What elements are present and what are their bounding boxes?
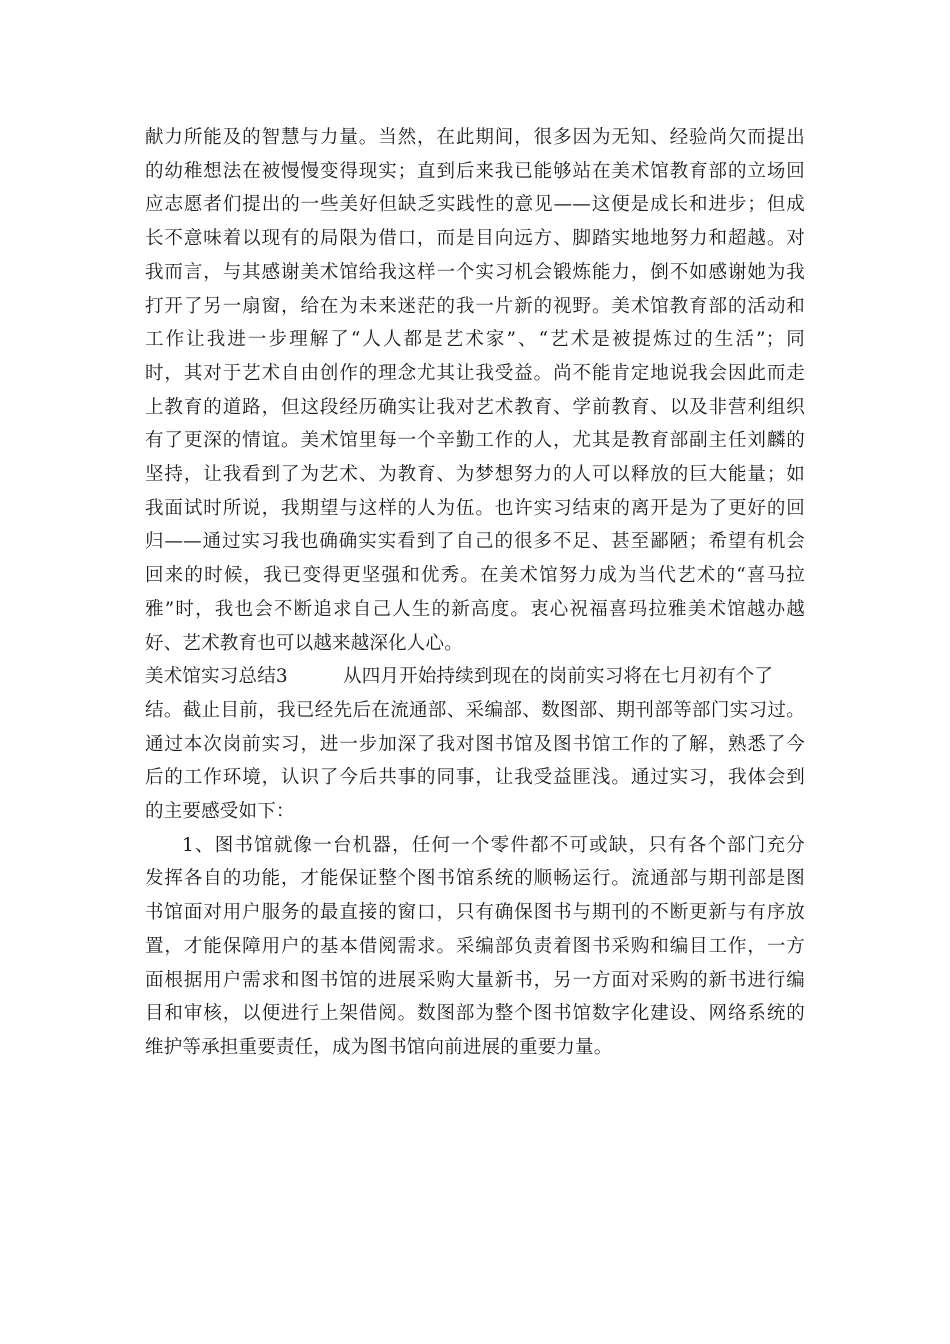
paragraph-library-machine [145, 829, 805, 1065]
paragraph-line: 后的工作环境，认识了今后共事的同事，让我受益匪浅。通过实习，我体会到 [145, 767, 805, 789]
paragraph-line: 书馆面对用户服务的最直接的窗口，只有确保图书与期刊的不断更新与有序放 [145, 902, 805, 924]
paragraph-line: 献力所能及的智慧与力量。当然，在此期间，很多因为无知、经验尚欠而提出 [145, 127, 805, 148]
paragraph-line: 雅”时，我也会不断追求自己人生的新高度。衷心祝福喜玛拉雅美术馆越办越 [145, 598, 805, 620]
paragraph-line: 1、图书馆就像一台机器，任何一个零件都不可或缺，只有各个部门充分 [182, 834, 805, 856]
paragraph-reflection [145, 121, 805, 660]
section-first-line: 从四月开始持续到现在的岗前实习将在七月初有个了 [343, 666, 774, 688]
paragraph-line: 好、艺术教育也可以越来越深化人心。 [145, 632, 463, 654]
paragraph-line: 上教育的道路，但这段经历确实让我对艺术教育、学前教育、以及非营利组织 [145, 396, 805, 418]
paragraph-line: 结。截止目前，我已经先后在流通部、采编部、数图部、期刊部等部门实习过。 [145, 699, 805, 721]
paragraph-line: 面根据用户需求和图书馆的进展采购大量新书，另一方面对采购的新书进行编 [145, 969, 805, 991]
paragraph-line: 归——通过实习我也确确实实看到了自己的很多不足、甚至鄙陋；希望有机会 [145, 531, 805, 553]
paragraph-line: 应志愿者们提出的一些美好但缺乏实践性的意见——这便是成长和进步；但成 [145, 194, 805, 216]
paragraph-line: 置，才能保障用户的基本借阅需求。采编部负责着图书采购和编目工作，一方 [145, 935, 805, 957]
paragraph-line: 打开了另一扇窗，给在为未来迷茫的我一片新的视野。美术馆教育部的活动和 [145, 295, 805, 317]
paragraph-line: 目和审核，以便进行上架借阅。数图部为整个图书馆数字化建设、网络系统的 [145, 1003, 805, 1025]
paragraph-line: 的主要感受如下： [145, 801, 295, 823]
section-internship-summary-3 [145, 660, 805, 829]
section-title: 美术馆实习总结3 [145, 666, 288, 688]
paragraph-line: 的幼稚想法在被慢慢变得现实；直到后来我已能够站在美术馆教育部的立场回 [145, 160, 805, 182]
section-heading-line [145, 660, 805, 694]
paragraph-line: 长不意味着以现有的局限为借口，而是目向远方、脚踏实地地努力和超越。对 [145, 228, 805, 250]
paragraph-line: 有了更深的情谊。美术馆里每一个辛勤工作的人，尤其是教育部副主任刘麟的 [145, 430, 805, 452]
document-body [145, 121, 805, 1065]
paragraph-line: 通过本次岗前实习，进一步加深了我对图书馆及图书馆工作的了解，熟悉了今 [145, 733, 805, 755]
paragraph-line: 发挥各自的功能，才能保证整个图书馆系统的顺畅运行。流通部与期刊部是图 [145, 868, 805, 890]
paragraph-line: 我而言，与其感谢美术馆给我这样一个实习机会锻炼能力，倒不如感谢她为我 [145, 261, 805, 283]
paragraph-line: 坚持，让我看到了为艺术、为教育、为梦想努力的人可以释放的巨大能量；如 [145, 464, 805, 486]
paragraph-line: 工作让我进一步理解了“人人都是艺术家”、“艺术是被提炼过的生活”；同 [145, 329, 805, 351]
paragraph-line: 时，其对于艺术自由创作的理念尤其让我受益。尚不能肯定地说我会因此而走 [145, 362, 805, 384]
paragraph-line: 维护等承担重要责任，成为图书馆向前进展的重要力量。 [145, 1036, 613, 1058]
paragraph-line: 我面试时所说，我期望与这样的人为伍。也许实习结束的离开是为了更好的回 [145, 497, 805, 519]
paragraph-line: 回来的时候，我已变得更坚强和优秀。在美术馆努力成为当代艺术的“喜马拉 [145, 565, 805, 587]
